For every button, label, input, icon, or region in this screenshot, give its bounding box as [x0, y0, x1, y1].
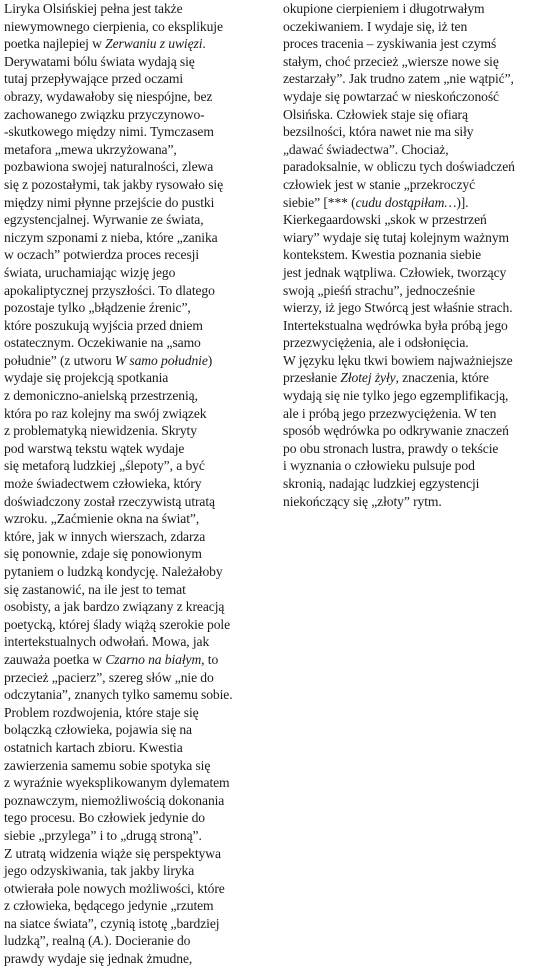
text-line: [4, 616, 266, 634]
text-line: [4, 194, 266, 212]
text-line: [4, 545, 266, 563]
text-line: [4, 510, 266, 528]
text-line: [4, 70, 266, 88]
text-segment: z problematyką niewidzenia. Skryty: [4, 423, 197, 439]
text-line: [4, 845, 266, 863]
text-line: [4, 246, 266, 264]
text-line: [4, 422, 266, 440]
text-segment: W języku lęku tkwi bowiem najważniejsze: [283, 352, 513, 368]
italic-title-text: Zerwaniu z uwięzi: [105, 36, 203, 52]
text-line: [4, 475, 266, 493]
text-segment: przesłanie: [283, 370, 341, 386]
text-segment: i wyznania o człowieku pulsuje pod: [283, 458, 475, 474]
text-line: [283, 88, 537, 106]
text-segment: zawierzenia samemu sobie spotyka się: [4, 757, 211, 773]
text-line: [4, 563, 266, 581]
text-line: [4, 686, 266, 704]
text-segment: po obu stronach lustra, prawdy o tekście: [283, 440, 499, 456]
text-line: [283, 211, 537, 229]
text-segment: z demoniczno-anielską przestrzenią,: [4, 388, 198, 404]
text-line: [283, 457, 537, 475]
text-segment: niczym szponami z nieba, które „zanika: [4, 229, 218, 245]
text-line: [4, 950, 266, 968]
italic-title-text: Czarno na białym: [105, 651, 202, 667]
text-segment: swoją „pieśń strachu”, jednocześnie: [283, 282, 476, 298]
text-segment: wydaje się projekcją spotkania: [4, 370, 169, 386]
text-segment: jest jednak wątpliwa. Człowiek, tworzący: [283, 264, 507, 280]
text-line: [283, 405, 537, 423]
text-line: [4, 405, 266, 423]
text-segment: pozostaje tylko „błądzenie źrenic”,: [4, 300, 191, 316]
text-segment: skronią, nadając ludzkiej egzystencji: [283, 476, 480, 492]
text-segment: Liryka Olsińskiej pełna jest także: [4, 1, 183, 16]
text-segment: paradoksalnie, w obliczu tych doświadczeń: [283, 159, 515, 175]
text-line: [283, 176, 537, 194]
text-line: [283, 246, 537, 264]
text-line: [4, 317, 266, 335]
text-line: [4, 651, 266, 669]
text-segment: ). Docieranie do: [104, 933, 191, 949]
text-segment: metafora „mewa ukrzyżowana”,: [4, 141, 177, 157]
text-segment: osobisty, a jak bardzo związany z kreacją: [4, 599, 225, 615]
text-segment: bolączką człowieka, pojawia się na: [4, 722, 192, 738]
text-segment: świata, uruchamiając wizję jego: [4, 264, 176, 280]
text-line: [4, 0, 266, 18]
text-segment: wzroku. „Zaćmienie okna na świat”,: [4, 511, 200, 527]
text-segment: się zastanowić, na ile jest to temat: [4, 581, 186, 597]
text-line: [4, 35, 266, 53]
text-line: [283, 0, 537, 18]
text-segment: pytaniem o ludzką kondycję. Należałoby: [4, 564, 223, 579]
text-segment: ): [207, 352, 213, 368]
text-segment: na siatce świata”, czynią istotę „bardziej: [4, 915, 220, 931]
text-line: [4, 774, 266, 792]
text-segment: jego odzyskiwania, tak jakby liryka: [4, 863, 195, 879]
text-line: [4, 387, 266, 405]
text-line: [283, 229, 537, 247]
text-segment: zauważa poetka w: [4, 651, 106, 667]
text-line: [283, 317, 537, 335]
text-segment: która po raz kolejny ma swój związek: [4, 405, 207, 421]
text-line: [283, 35, 537, 53]
text-segment: poetka najlepiej w: [4, 36, 106, 52]
text-line: [283, 352, 537, 370]
text-segment: się z pozostałymi, tak jakby rysowało się: [4, 176, 224, 192]
text-line: [4, 493, 266, 511]
text-segment: Olsińska. Człowiek staje się ofiarą: [283, 106, 468, 122]
text-segment: człowiek jest w stanie „przekroczyć: [283, 176, 476, 192]
text-segment: ostatnich kartach zbioru. Kwestia: [4, 739, 183, 755]
text-line: [4, 440, 266, 458]
text-segment: z człowieka, będącego jedynie „rzutem: [4, 898, 214, 914]
text-line: [283, 475, 537, 493]
text-segment: ale i próbą jego przezwyciężenia. W ten: [283, 405, 497, 421]
text-line: [4, 106, 266, 124]
text-segment: oczekiwaniem. I wydaje się, iż ten: [283, 18, 468, 34]
text-line: [283, 282, 537, 300]
text-segment: „dawać świadectwa”. Chociaż,: [283, 141, 449, 157]
text-line: [4, 704, 266, 722]
text-segment: Derywatami bólu świata wydają się: [4, 53, 195, 69]
text-segment: obrazy, wydawałoby się niespójne, bez: [4, 88, 213, 104]
text-segment: proces tracenia – zyskiwania jest czymś: [283, 36, 497, 52]
text-line: [4, 915, 266, 933]
text-line: [4, 352, 266, 370]
text-segment: się metaforą ludzkiej „ślepoty”, a być: [4, 458, 205, 474]
text-segment: poznawczym, niemożliwością dokonania: [4, 792, 225, 808]
text-line: [4, 299, 266, 317]
text-segment: , znaczenia, które: [395, 370, 489, 386]
text-line: [283, 264, 537, 282]
text-segment: poetycką, której ślady wiążą szerokie pole: [4, 616, 231, 632]
text-segment: -skutkowego między nimi. Tymczasem: [4, 124, 214, 140]
text-line: [4, 792, 266, 810]
text-line: [283, 440, 537, 458]
text-segment: ostatecznym. Oczekiwanie na „samo: [4, 335, 201, 351]
text-segment: Problem rozdwojenia, które staje się: [4, 704, 199, 720]
text-segment: apokaliptycznej przyszłości. To dlatego: [4, 282, 215, 298]
text-line: [4, 264, 266, 282]
text-line: [4, 721, 266, 739]
text-line: [283, 53, 537, 71]
text-segment: )].: [456, 194, 469, 210]
text-segment: które, jak w innych wierszach, zdarza: [4, 528, 206, 544]
text-segment: niekończący się „złoty” rytm.: [283, 493, 442, 509]
text-line: [4, 581, 266, 599]
text-segment: intertekstualnych odwołań. Mowa, jak: [4, 634, 210, 650]
text-segment: niewymownego cierpienia, co eksplikuje: [4, 18, 223, 34]
text-segment: siebie „przylega” i to „drugą stroną”.: [4, 827, 202, 843]
text-line: [4, 18, 266, 36]
text-line: [4, 158, 266, 176]
text-line: [4, 880, 266, 898]
text-segment: egzystencjalnej. Wyrwanie ze świata,: [4, 212, 204, 228]
text-line: [283, 70, 537, 88]
text-line: [4, 369, 266, 387]
text-line: [4, 757, 266, 775]
text-segment: pod warstwą tekstu wątek wydaje: [4, 440, 185, 456]
text-line: [283, 387, 537, 405]
text-segment: bezsilności, która nawet nie ma siły: [283, 124, 474, 140]
text-segment: może świadectwem człowieka, który: [4, 476, 202, 492]
text-segment: tego procesu. Bo człowiek jedynie do: [4, 810, 206, 826]
text-line: [4, 123, 266, 141]
text-line: [4, 827, 266, 845]
text-line: [283, 299, 537, 317]
text-segment: ludzką”, realną (: [4, 933, 93, 949]
text-line: [4, 739, 266, 757]
text-line: [283, 141, 537, 159]
text-segment: kontekstem. Kwestia poznania siebie: [283, 247, 482, 263]
text-segment: zachowanego związku przyczynowo-: [4, 106, 205, 122]
text-segment: Intertekstualna wędrówka była próbą jego: [283, 317, 508, 333]
italic-title-text: A.: [92, 933, 105, 949]
text-segment: prawdy wydaje się jednak żmudne,: [4, 951, 193, 967]
text-segment: wiary” wydaje się tutaj kolejnym ważnym: [283, 229, 509, 245]
text-line: [283, 158, 537, 176]
text-segment: otwierała pole nowych możliwości, które: [4, 880, 225, 896]
text-line: [283, 123, 537, 141]
text-segment: się ponownie, zdaje się ponowionym: [4, 546, 202, 562]
text-segment: , to: [201, 651, 219, 667]
text-segment: wydają się nie tylko jego egzemplifikacją,: [283, 388, 509, 404]
text-line: [283, 194, 537, 212]
text-line: [4, 334, 266, 352]
text-line: [4, 809, 266, 827]
text-segment: Kierkegaardowski „skok w przestrzeń: [283, 212, 487, 228]
text-segment: .: [202, 36, 206, 52]
text-line: [283, 493, 537, 511]
text-segment: zestarzały”. Jak trudno zatem „nie wątpić”,: [283, 71, 514, 87]
text-segment: stałym, choć przecież „wiersze nowe się: [283, 53, 499, 69]
text-line: [4, 862, 266, 880]
text-line: [4, 229, 266, 247]
text-segment: przecież „pacierz”, szereg słów „nie do: [4, 669, 214, 685]
text-segment: które poszukują wyjścia przed dniem: [4, 317, 203, 333]
text-segment: tutaj przepływające przed oczami: [4, 71, 184, 87]
text-segment: sposób wędrówka po odkrywanie znaczeń: [283, 423, 509, 439]
text-line: [283, 334, 537, 352]
text-line: [4, 669, 266, 687]
text-line: [4, 176, 266, 194]
text-segment: z wyraźnie wyeksplikowanym dylematem: [4, 775, 230, 791]
article-left-column: [4, 0, 266, 968]
text-segment: przezwyciężenia, ale i odsłonięcia.: [283, 335, 469, 351]
text-line: [283, 369, 537, 387]
text-segment: doświadczony został rzeczywistą utratą: [4, 493, 215, 509]
text-segment: południe” (z utworu: [4, 352, 115, 368]
text-line: [4, 141, 266, 159]
text-segment: Z utratą widzenia wiąże się perspektywa: [4, 845, 221, 861]
text-line: [4, 633, 266, 651]
text-segment: pozbawiona swojej naturalności, zlewa: [4, 159, 214, 175]
text-segment: wierzy, iż jego Stwórcą jest właśnie strach.: [283, 300, 513, 316]
text-line: [4, 457, 266, 475]
text-line: [283, 106, 537, 124]
text-segment: okupione cierpieniem i długotrwałym: [283, 1, 485, 16]
article-right-column: [283, 0, 537, 510]
italic-title-text: W samo południe: [114, 352, 208, 368]
text-segment: w oczach” potwierdza proces recesji: [4, 247, 200, 263]
text-line: [4, 88, 266, 106]
text-line: [4, 528, 266, 546]
italic-title-text: Złotej żyły: [340, 370, 396, 386]
text-line: [4, 598, 266, 616]
text-line: [4, 211, 266, 229]
text-line: [283, 18, 537, 36]
text-line: [4, 282, 266, 300]
text-line: [4, 53, 266, 71]
text-line: [283, 422, 537, 440]
italic-title-text: cudu dostąpiłam…: [355, 194, 457, 210]
text-segment: odczytania”, znanych tylko samemu sobie.: [4, 687, 233, 703]
text-segment: między nimi płynne przejście do pustki: [4, 194, 215, 210]
text-segment: wydaje się powtarzać w nieskończoność: [283, 88, 499, 104]
text-segment: siebie” [*** (: [283, 194, 356, 210]
text-line: [4, 932, 266, 950]
